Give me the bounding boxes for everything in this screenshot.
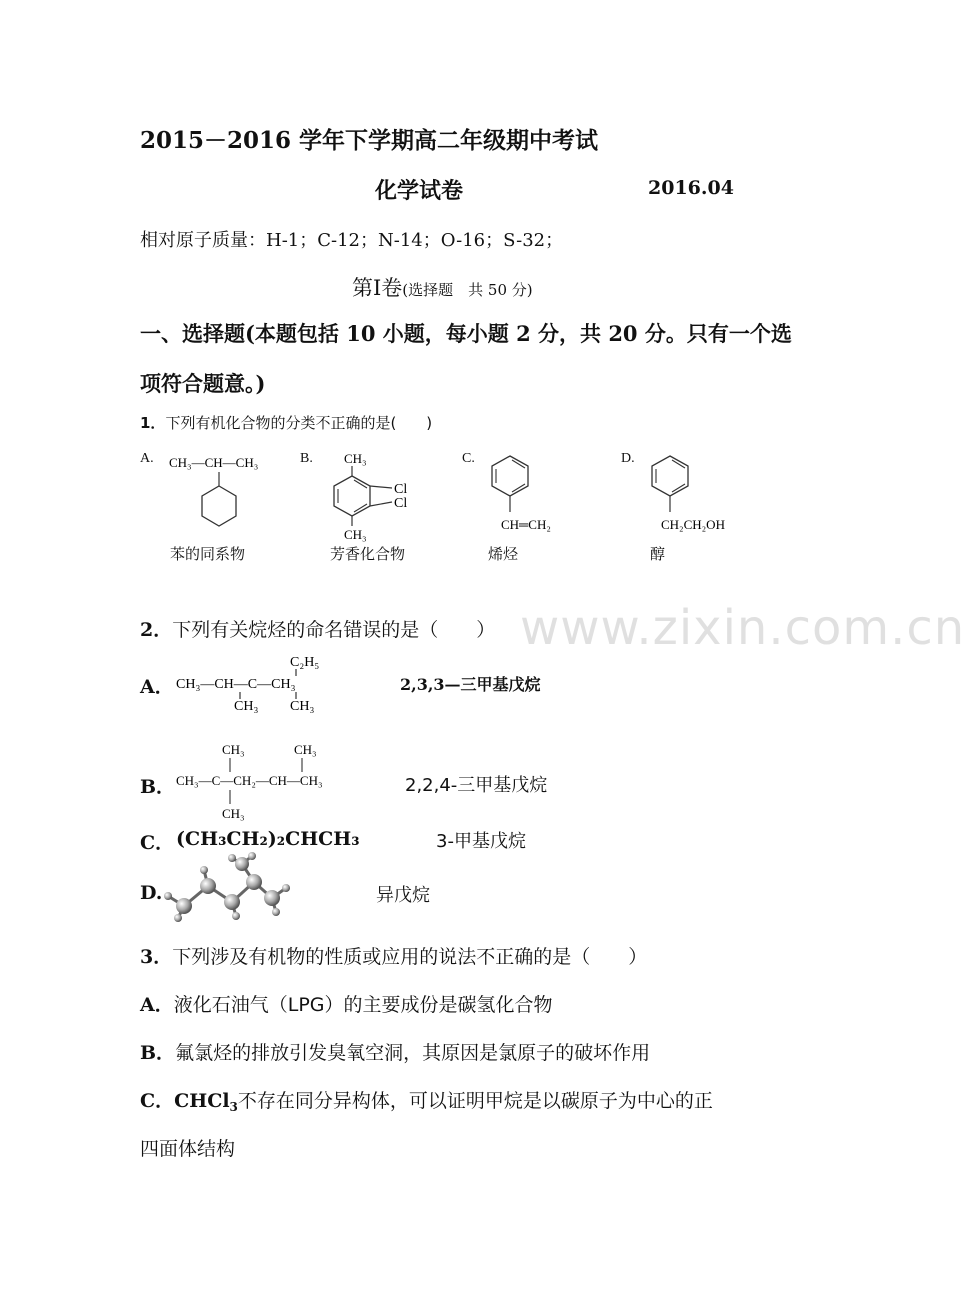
question-number: 2． xyxy=(140,619,173,641)
q2-option-a-structure xyxy=(172,652,372,714)
q1-option-d-letter: D. xyxy=(621,451,635,466)
q2-option-b-name: 2,2,4-三甲基戊烷 xyxy=(405,775,548,796)
q2-option-c-letter: C． xyxy=(140,832,175,854)
q1-option-b-structure xyxy=(318,448,428,542)
benzene-ring xyxy=(492,456,528,496)
question-3 xyxy=(140,942,647,969)
question-1 xyxy=(140,412,432,433)
q1-option-c-structure xyxy=(485,450,595,536)
q1-option-b-letter: B. xyxy=(300,451,313,466)
q2-a-b1: CH₃ xyxy=(234,699,259,714)
q2-option-d-name: 异戊烷 xyxy=(376,885,430,906)
question-text: 下列涉及有机物的性质或应用的说法不正确的是（ ） xyxy=(172,946,648,968)
q2-b-t1: CH₃ xyxy=(222,742,245,757)
q3-option-c-formula: CHCl xyxy=(174,1090,230,1112)
q3-option-c-subscript: 3 xyxy=(229,1100,238,1115)
atomic-masses: 相对原子质量：H-1；C-12；N-14；O-16；S-32； xyxy=(140,230,564,251)
q2-b-b1: CH₃ xyxy=(222,806,245,821)
volume-heading xyxy=(352,272,533,302)
q1-b-top-methyl: CH₃ xyxy=(344,451,367,466)
ball-and-stick-model-icon xyxy=(160,852,300,922)
q3-option-b-text: 氟氯烃的排放引发臭氧空洞，其原因是氯原子的破坏作用 xyxy=(175,1042,651,1064)
q3-option-b-letter: B． xyxy=(140,1042,176,1064)
q2-option-b-letter: B． xyxy=(140,776,176,798)
cyclohexane-ring xyxy=(202,486,236,526)
q2-option-d-letter: D. xyxy=(140,882,163,904)
q1-c-formula: CH═CH₂ xyxy=(501,517,551,532)
q3-option-a-letter: A． xyxy=(140,994,174,1016)
q1-option-c-letter: C. xyxy=(462,451,475,466)
question-text: 下列有关烷烃的命名错误的是（ ） xyxy=(172,619,496,641)
q2-b-t2: CH₃ xyxy=(294,742,317,757)
q1-option-c-class: 烯烃 xyxy=(488,545,519,563)
q1-b-cl-2: Cl xyxy=(394,496,408,511)
benzene-ring xyxy=(652,456,688,496)
question-text: 下列有机化合物的分类不正确的是( ) xyxy=(165,414,433,432)
q1-b-cl-1: Cl xyxy=(394,482,408,497)
q1-d-formula: CH₂CH₂OH xyxy=(661,517,725,532)
volume-note: (选择题 共 50 分) xyxy=(402,281,533,299)
subject-title: 化学试卷 xyxy=(375,178,464,204)
q1-option-a-structure xyxy=(165,450,285,530)
benzene-ring xyxy=(334,476,370,516)
q2-a-main: CH₃—CH—C—CH₃ xyxy=(176,677,296,692)
section-heading-line2: 项符合题意。) xyxy=(140,371,266,396)
q1-option-a-class: 苯的同系物 xyxy=(170,545,246,563)
section-heading-line1: 一、选择题(本题包括 10 小题，每小题 2 分，共 20 分。只有一个选 xyxy=(140,321,792,346)
q1-option-b-class: 芳香化合物 xyxy=(330,545,406,563)
q2-b-main: CH₃—C—CH₂—CH—CH₃ xyxy=(176,773,323,788)
volume-label: 第Ⅰ卷 xyxy=(352,276,403,300)
q1-b-bottom-methyl: CH₃ xyxy=(344,527,367,542)
question-number: 3． xyxy=(140,946,173,968)
question-number: 1． xyxy=(140,414,166,432)
q3-option-c-text-continued: 四面体结构 xyxy=(140,1138,236,1160)
q2-option-c-formula: (CH₃CH₂)₂CHCH₃ xyxy=(176,828,360,850)
q3-option-c-letter: C． xyxy=(140,1090,175,1112)
watermark: www.zixin.com.cn xyxy=(520,600,965,656)
question-2 xyxy=(140,615,495,642)
q3-option-b xyxy=(140,1038,650,1065)
q2-option-b-structure xyxy=(172,736,372,824)
exam-title: 2015－2016 学年下学期高二年级期中考试 xyxy=(140,127,599,154)
q2-a-top: C₂H₅ xyxy=(290,655,320,670)
q1-a-formula: CH₃—CH—CH₃ xyxy=(169,455,259,470)
q2-option-a-name: 2,3,3—三甲基戊烷 xyxy=(400,675,541,694)
exam-date: 2016.04 xyxy=(648,177,734,199)
q3-option-a xyxy=(140,990,553,1017)
q3-option-c-text: 不存在同分异构体，可以证明甲烷是以碳原子为中心的正 xyxy=(237,1090,713,1112)
q3-option-a-text: 液化石油气（LPG）的主要成份是碳氢化合物 xyxy=(173,994,553,1016)
q1-option-d-class: 醇 xyxy=(650,545,666,563)
q2-option-a-letter: A． xyxy=(140,676,174,698)
q1-option-a-letter: A. xyxy=(140,451,154,466)
q1-option-d-structure xyxy=(645,450,775,536)
q3-option-c xyxy=(140,1086,713,1114)
q2-option-c-name: 3-甲基戊烷 xyxy=(436,831,526,852)
q2-a-b2: CH₃ xyxy=(290,699,315,714)
